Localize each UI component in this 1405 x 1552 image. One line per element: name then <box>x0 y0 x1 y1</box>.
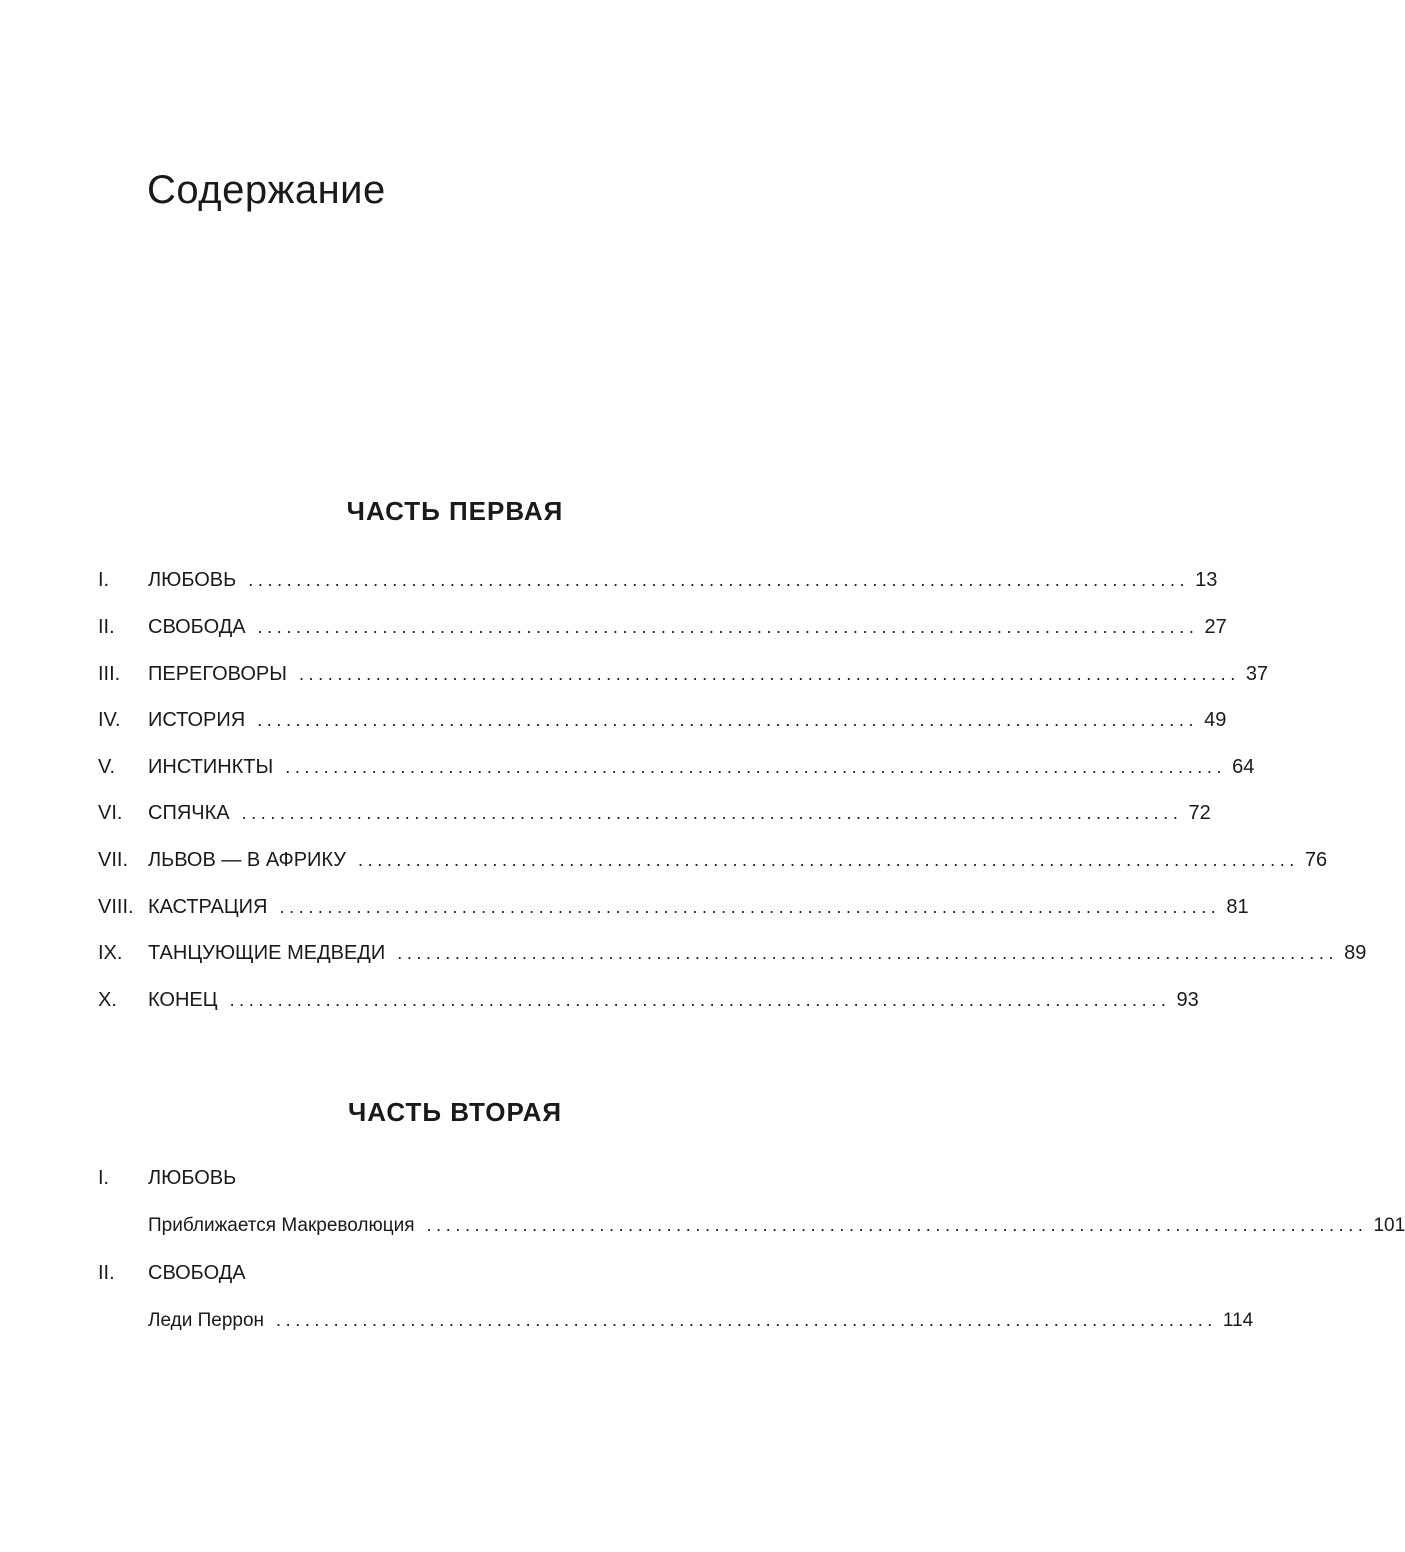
chapter-number: VIII. <box>98 896 134 918</box>
chapter-title: ПЕРЕГОВОРЫ <box>148 663 287 685</box>
chapter-title: ИНСТИНКТЫ <box>148 756 274 778</box>
chapter-number: VI. <box>98 802 123 824</box>
chapter-number: X. <box>98 989 117 1011</box>
dot-leader: .................................................................................................. <box>285 757 1227 777</box>
chapter-title: ЛЮБОВЬ <box>148 1167 237 1189</box>
page-number: 49 <box>1204 709 1227 731</box>
chapter-number: IX. <box>98 942 123 964</box>
dot-leader: .................................................................................................. <box>276 1310 1217 1330</box>
page-number: 13 <box>1195 569 1218 591</box>
page-number: 27 <box>1204 616 1227 638</box>
chapter-title: ЛЬВОВ — В АФРИКУ <box>148 849 347 871</box>
toc-entry[interactable] <box>98 892 1249 922</box>
toc-section-heading[interactable] <box>98 1258 812 1288</box>
dot-leader: .................................................................................................. <box>279 897 1221 917</box>
page-number: 101 <box>1373 1215 1405 1236</box>
toc-entry[interactable] <box>98 985 1199 1015</box>
chapter-number: II. <box>98 616 115 638</box>
chapter-number: IV. <box>98 709 121 731</box>
toc-entry[interactable] <box>98 705 1227 735</box>
chapter-number: V. <box>98 756 116 778</box>
page-title: Содержание <box>147 168 386 212</box>
chapter-subtitle: Приближается Макреволюция <box>148 1215 415 1236</box>
dot-leader: .................................................................................................. <box>257 617 1199 637</box>
page-number: 89 <box>1344 942 1367 964</box>
toc-section-heading[interactable] <box>98 1163 812 1193</box>
dot-leader: .................................................................................................. <box>241 803 1183 823</box>
page-number: 64 <box>1232 756 1255 778</box>
part-two-heading: ЧАСТЬ ВТОРАЯ <box>347 1097 563 1127</box>
dot-leader: .................................................................................................. <box>257 710 1199 730</box>
dot-leader: .................................................................................................. <box>358 850 1299 870</box>
toc-entry[interactable] <box>98 845 1328 875</box>
toc-entry[interactable] <box>98 752 1255 782</box>
toc-entry[interactable] <box>98 798 1211 828</box>
chapter-title: СПЯЧКА <box>148 802 230 824</box>
dot-leader: .................................................................................................. <box>248 570 1190 590</box>
chapter-title: ИСТОРИЯ <box>148 709 246 731</box>
dot-leader: .................................................................................................. <box>229 990 1171 1010</box>
toc-entry[interactable] <box>98 659 1269 689</box>
page-number: 93 <box>1176 989 1199 1011</box>
chapter-title: ТАНЦУЮЩИЕ МЕДВЕДИ <box>148 942 386 964</box>
chapter-title: ЛЮБОВЬ <box>148 569 237 591</box>
dot-leader: .................................................................................................. <box>298 664 1240 684</box>
dot-leader: .................................................................................................. <box>397 943 1339 963</box>
page-number: 114 <box>1222 1310 1254 1331</box>
chapter-number: III. <box>98 663 121 685</box>
toc-entry[interactable] <box>98 565 1218 595</box>
chapter-title: СВОБОДА <box>148 616 246 638</box>
chapter-title: СВОБОДА <box>148 1262 246 1284</box>
chapter-title: КАСТРАЦИЯ <box>148 896 268 918</box>
toc-entry[interactable] <box>148 1305 1254 1335</box>
page-number: 37 <box>1245 663 1269 685</box>
page-number: 76 <box>1304 849 1328 871</box>
page-number: 72 <box>1188 802 1211 824</box>
chapter-subtitle: Леди Перрон <box>148 1310 265 1331</box>
chapter-number: VII. <box>98 849 129 871</box>
toc-entry[interactable] <box>98 612 1227 642</box>
toc-entry[interactable] <box>98 938 1367 968</box>
chapter-number: II. <box>98 1262 115 1284</box>
dot-leader: .................................................................................................. <box>426 1215 1368 1235</box>
part-one-heading: ЧАСТЬ ПЕРВАЯ <box>346 496 564 526</box>
chapter-number: I. <box>98 569 110 591</box>
page-number: 81 <box>1226 896 1249 918</box>
toc-entry[interactable] <box>148 1210 1405 1240</box>
chapter-title: КОНЕЦ <box>148 989 218 1011</box>
chapter-number: I. <box>98 1167 110 1189</box>
